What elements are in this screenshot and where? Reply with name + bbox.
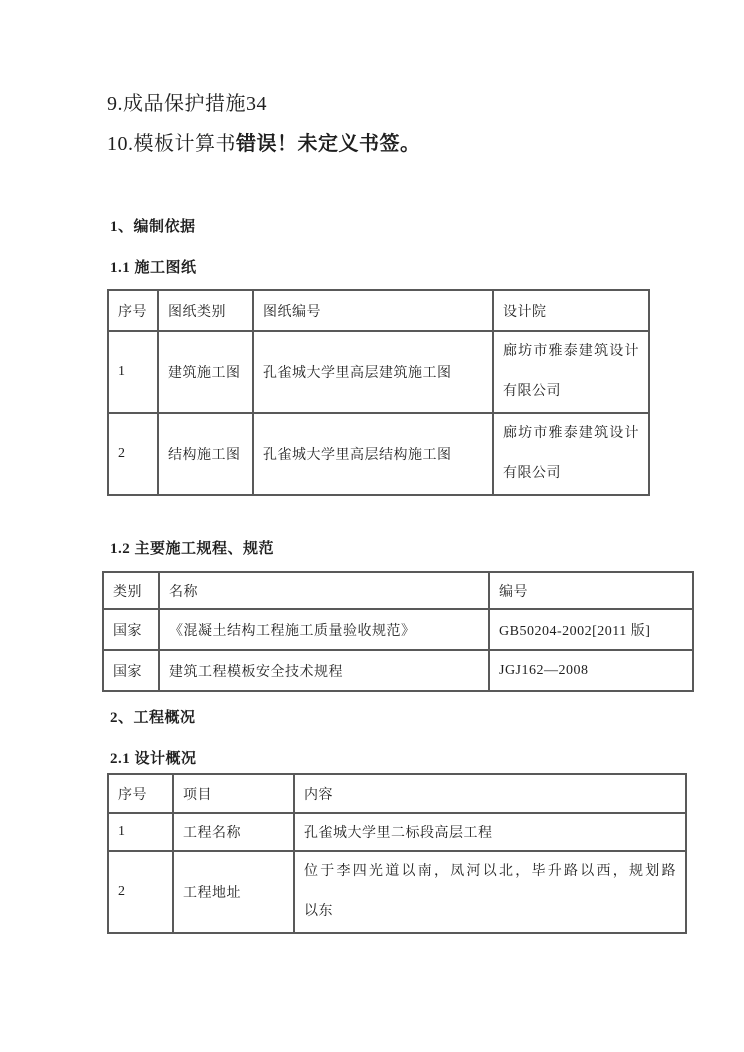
design-overview-table xyxy=(107,773,687,934)
column-header: 名称 xyxy=(159,572,489,609)
column-header: 序号 xyxy=(108,290,158,331)
column-header: 内容 xyxy=(294,774,686,813)
table-row xyxy=(108,331,649,413)
column-header: 图纸编号 xyxy=(253,290,493,331)
toc-line-10-error-text: 错误！未定义书签。 xyxy=(236,133,421,155)
table-cell: 国家 xyxy=(103,609,159,650)
toc-line-9: 9.成品保护措施34 xyxy=(107,93,267,115)
table-cell xyxy=(493,413,649,495)
address-line: 位于李四光道以南，凤河以北，毕升路以西，规划路 xyxy=(304,864,676,879)
table-cell: 2 xyxy=(108,413,158,495)
designer-line: 廊坊市雅泰建筑设计 xyxy=(503,344,639,359)
heading-section-1: 1、编制依据 xyxy=(110,219,196,235)
column-header: 图纸类别 xyxy=(158,290,253,331)
table-cell: 工程名称 xyxy=(173,813,294,851)
table-cell: 孔雀城大学里高层建筑施工图 xyxy=(253,331,493,413)
toc-line-10-text: 10.模板计算书 xyxy=(107,133,236,155)
table-cell xyxy=(493,331,649,413)
column-header: 编号 xyxy=(489,572,693,609)
designer-line: 廊坊市雅泰建筑设计 xyxy=(503,426,639,441)
column-header: 类别 xyxy=(103,572,159,609)
table-cell: 1 xyxy=(108,813,173,851)
address-line: 以东 xyxy=(304,904,333,919)
table-row xyxy=(108,851,686,933)
table-cell: 建筑施工图 xyxy=(158,331,253,413)
table-header-row xyxy=(103,572,693,609)
table-cell: 《混凝土结构工程施工质量验收规范》 xyxy=(159,609,489,650)
table-cell: 建筑工程模板安全技术规程 xyxy=(159,650,489,691)
heading-section-1-2: 1.2 主要施工规程、规范 xyxy=(110,541,275,557)
heading-section-2-1: 2.1 设计概况 xyxy=(110,751,197,767)
heading-section-1-1: 1.1 施工图纸 xyxy=(110,260,197,276)
table-cell: GB50204-2002[2011 版] xyxy=(489,609,693,650)
table-cell: 1 xyxy=(108,331,158,413)
column-header: 项目 xyxy=(173,774,294,813)
column-header: 设计院 xyxy=(493,290,649,331)
table-cell: 工程地址 xyxy=(173,851,294,933)
table-cell: 孔雀城大学里高层结构施工图 xyxy=(253,413,493,495)
table-cell: 2 xyxy=(108,851,173,933)
table-cell: 孔雀城大学里二标段高层工程 xyxy=(294,813,686,851)
table-cell xyxy=(294,851,686,933)
table-header-row xyxy=(108,774,686,813)
table-row xyxy=(103,609,693,650)
designer-line: 有限公司 xyxy=(503,466,561,481)
table-cell: 结构施工图 xyxy=(158,413,253,495)
table-row xyxy=(108,413,649,495)
table-header-row xyxy=(108,290,649,331)
designer-line: 有限公司 xyxy=(503,384,561,399)
codes-table xyxy=(102,571,694,692)
toc-line-10 xyxy=(107,132,421,156)
table-row xyxy=(108,813,686,851)
drawings-table xyxy=(107,289,650,496)
table-cell: JGJ162—2008 xyxy=(489,650,693,691)
heading-section-2: 2、工程概况 xyxy=(110,710,196,726)
table-row xyxy=(103,650,693,691)
table-cell: 国家 xyxy=(103,650,159,691)
column-header: 序号 xyxy=(108,774,173,813)
